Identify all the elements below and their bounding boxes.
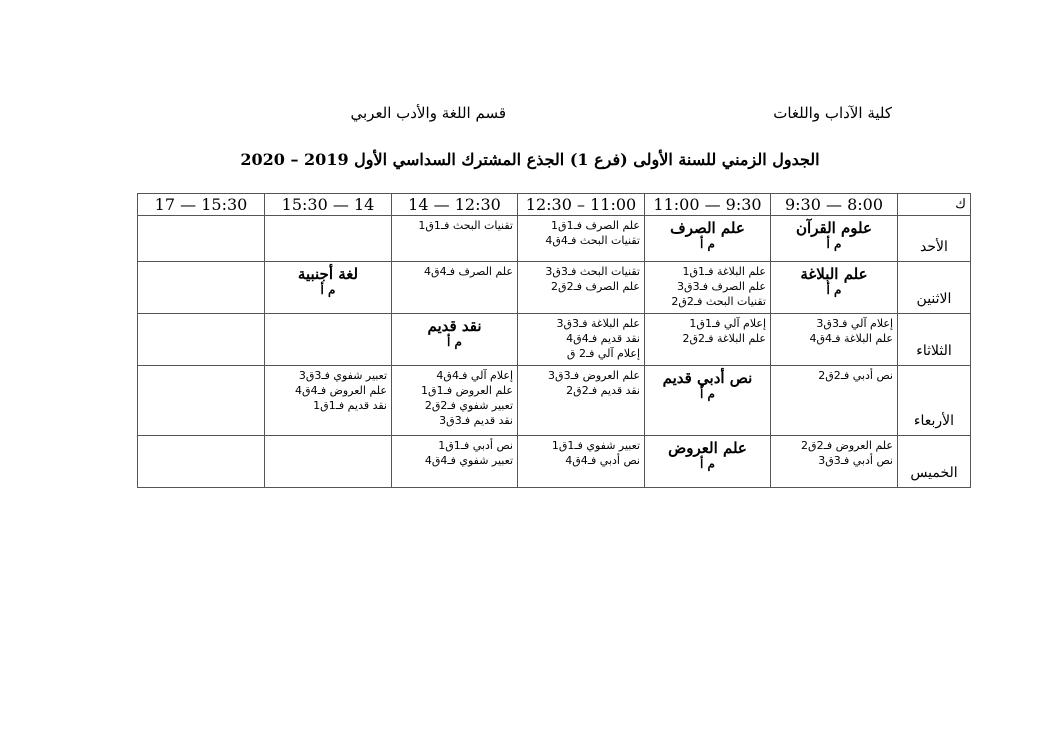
time-slot-6: 15:30 — 17 bbox=[138, 194, 265, 216]
lecture-subject: نص أدبي قديم bbox=[662, 369, 753, 387]
session-entry: إعلام آلي فـ2 ق bbox=[566, 347, 640, 360]
lecture-subject: علم البلاغة bbox=[800, 265, 868, 283]
session-entry: علم العروض فـ3ق3 bbox=[548, 369, 640, 382]
session-entry: تعبير شفوي فـ3ق3 bbox=[298, 369, 387, 382]
time-slot-4: 12:30 — 14 bbox=[392, 194, 518, 216]
table-cell bbox=[265, 216, 392, 262]
table-cell bbox=[265, 262, 392, 314]
table-cell bbox=[392, 262, 518, 314]
table-cell bbox=[392, 216, 518, 262]
day-label: الأربعاء bbox=[898, 366, 971, 436]
session-entry: علم الصرف فـ1ق1 bbox=[551, 219, 640, 232]
session-entry: نص أدبي فـ1ق1 bbox=[438, 439, 513, 452]
session-entry: علم البلاغة فـ2ق2 bbox=[682, 332, 766, 345]
lecture-hall: م أ bbox=[700, 387, 715, 401]
timetable bbox=[137, 193, 971, 488]
session-entry: تقنيات البحث فـ2ق2 bbox=[671, 295, 766, 308]
table-cell bbox=[265, 366, 392, 436]
session-entry: علم الصرف فـ4ق4 bbox=[424, 265, 513, 278]
session-entry: نقد قديم فـ2ق2 bbox=[566, 384, 640, 397]
lecture-hall: م أ bbox=[320, 283, 336, 297]
table-cell bbox=[265, 314, 392, 366]
time-slot-3: 11:00 – 12:30 bbox=[518, 194, 645, 216]
table-cell bbox=[518, 216, 645, 262]
lecture-hall: م أ bbox=[826, 237, 842, 251]
table-cell bbox=[645, 314, 771, 366]
table-cell bbox=[518, 314, 645, 366]
table-cell bbox=[645, 216, 771, 262]
day-label: الثلاثاء bbox=[898, 314, 971, 366]
schedule-title: الجدول الزمني للسنة الأولى (فرع 1) الجذع المشترك السداسي الأول 2019 – 2020 bbox=[240, 150, 820, 169]
session-entry: إعلام آلي فـ4ق4 bbox=[436, 369, 513, 382]
session-entry: علم البلاغة فـ1ق1 bbox=[682, 265, 766, 278]
college-name: كلية الآداب واللغات bbox=[773, 104, 892, 122]
day-label: الخميس bbox=[898, 436, 971, 488]
session-entry: علم الصرف فـ3ق3 bbox=[677, 280, 766, 293]
table-cell bbox=[771, 262, 898, 314]
session-entry: علم البلاغة فـ3ق3 bbox=[556, 317, 640, 330]
table-cell bbox=[138, 436, 265, 488]
corner-cell: ك bbox=[898, 194, 971, 216]
lecture-subject: علوم القرآن bbox=[796, 219, 872, 237]
day-label: الاثنين bbox=[898, 262, 971, 314]
session-entry: نص أدبي فـ2ق2 bbox=[818, 369, 893, 382]
lecture-subject: لغة أجنبية bbox=[297, 265, 359, 283]
session-entry: إعلام آلي فـ1ق1 bbox=[689, 317, 766, 330]
table-cell bbox=[392, 366, 518, 436]
table-cell bbox=[771, 436, 898, 488]
table-row bbox=[138, 314, 971, 366]
session-entry: علم العروض فـ1ق1 bbox=[421, 384, 513, 397]
lecture-subject: علم العروض bbox=[668, 439, 747, 457]
table-row bbox=[138, 216, 971, 262]
session-entry: نص أدبي فـ3ق3 bbox=[818, 454, 893, 467]
table-cell bbox=[645, 366, 771, 436]
department-name: قسم اللغة والأدب العربي bbox=[350, 104, 506, 122]
lecture-subject: نقد قديم bbox=[427, 317, 482, 335]
table-row bbox=[138, 366, 971, 436]
session-entry: تعبير شفوي فـ2ق2 bbox=[424, 399, 513, 412]
lecture-hall: م أ bbox=[700, 457, 715, 471]
session-entry: علم العروض فـ2ق2 bbox=[801, 439, 893, 452]
session-entry: تقنيات البحث فـ4ق4 bbox=[545, 234, 640, 247]
session-entry: نص أدبي فـ4ق4 bbox=[565, 454, 640, 467]
table-cell bbox=[138, 366, 265, 436]
time-slot-1: 8:00 — 9:30 bbox=[771, 194, 898, 216]
table-cell bbox=[138, 262, 265, 314]
session-entry: علم العروض فـ4ق4 bbox=[295, 384, 387, 397]
session-entry: نقد قديم فـ3ق3 bbox=[439, 414, 513, 427]
session-entry: علم الصرف فـ2ق2 bbox=[551, 280, 640, 293]
lecture-hall: م أ bbox=[700, 237, 715, 251]
session-entry: نقد قديم فـ4ق4 bbox=[566, 332, 640, 345]
table-cell bbox=[645, 436, 771, 488]
table-cell bbox=[138, 216, 265, 262]
day-label: الأحد bbox=[898, 216, 971, 262]
table-cell bbox=[392, 314, 518, 366]
table-row bbox=[138, 262, 971, 314]
lecture-subject: علم الصرف bbox=[670, 219, 745, 237]
table-cell bbox=[645, 262, 771, 314]
time-slot-5: 14 — 15:30 bbox=[265, 194, 392, 216]
session-entry: تقنيات البحث فـ3ق3 bbox=[545, 265, 640, 278]
session-entry: تعبير شفوي فـ1ق1 bbox=[551, 439, 640, 452]
session-entry: نقد قديم فـ1ق1 bbox=[313, 399, 387, 412]
session-entry: تعبير شفوي فـ4ق4 bbox=[424, 454, 513, 467]
table-cell bbox=[392, 436, 518, 488]
table-row bbox=[138, 436, 971, 488]
session-entry: إعلام آلي فـ3ق3 bbox=[816, 317, 893, 330]
time-slot-2: 9:30 — 11:00 bbox=[645, 194, 771, 216]
table-cell bbox=[771, 314, 898, 366]
table-cell bbox=[518, 366, 645, 436]
table-cell bbox=[771, 216, 898, 262]
session-entry: تقنيات البحث فـ1ق1 bbox=[418, 219, 513, 232]
time-header-row bbox=[138, 194, 971, 216]
table-cell bbox=[518, 436, 645, 488]
table-cell bbox=[771, 366, 898, 436]
table-cell bbox=[265, 436, 392, 488]
session-entry: علم البلاغة فـ4ق4 bbox=[809, 332, 893, 345]
table-cell bbox=[518, 262, 645, 314]
lecture-hall: م أ bbox=[447, 335, 462, 349]
table-cell bbox=[138, 314, 265, 366]
lecture-hall: م أ bbox=[826, 283, 842, 297]
